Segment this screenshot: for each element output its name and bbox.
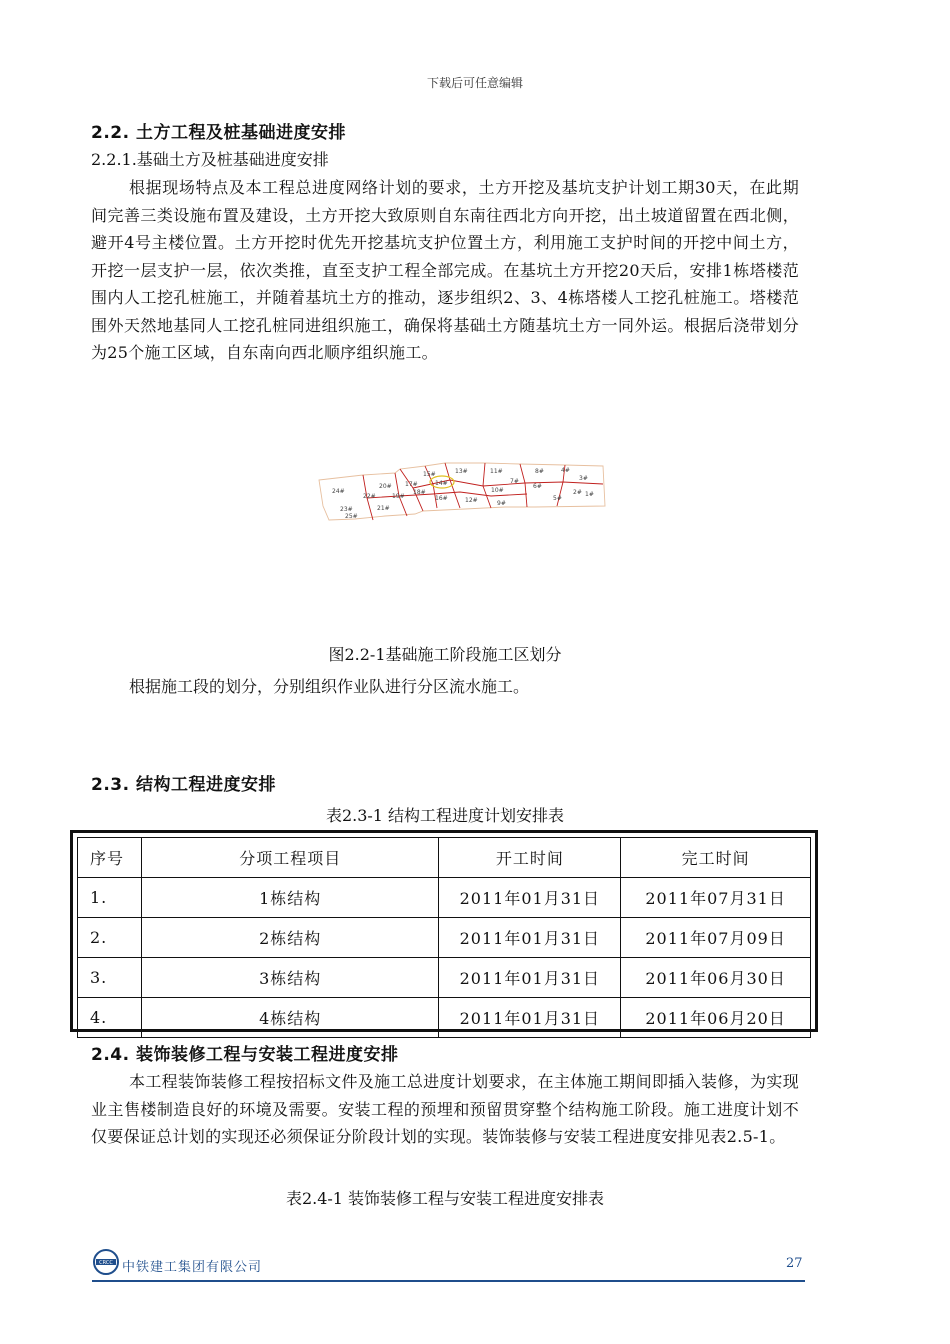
- header-note: 下载后可任意编辑: [426, 76, 523, 90]
- table-cell: 2栋结构: [141, 918, 439, 958]
- table-cell: 2011年01月31日: [439, 958, 621, 998]
- zone-label: 19#: [392, 493, 405, 500]
- zone-line: [520, 464, 527, 507]
- zone-label: 14#: [435, 480, 448, 487]
- table-cell: 2011年01月31日: [439, 998, 621, 1038]
- structure-schedule-table: [70, 830, 818, 1032]
- table-cell: 4栋结构: [141, 998, 439, 1038]
- zone-label: 17#: [405, 481, 418, 488]
- section-heading-2-2: 2.2. 土方工程及桩基础进度安排: [91, 123, 346, 143]
- paragraph-after-figure: 根据施工段的划分，分别组织作业队进行分区流水施工。: [129, 677, 530, 696]
- zone-label: 12#: [465, 497, 478, 504]
- table-header-cell: 分项工程项目: [141, 838, 439, 878]
- table-row: [78, 998, 811, 1038]
- table-header-cell: 序号: [78, 838, 142, 878]
- table-header-cell: 完工时间: [621, 838, 811, 878]
- table-caption-2-3-1: 表2.3-1 结构工程进度计划安排表: [325, 806, 565, 825]
- table-cell: 2.: [78, 918, 142, 958]
- table-caption-2-4-1: 表2.4-1 装饰装修工程与安装工程进度安排表: [285, 1189, 605, 1208]
- zone-label: 11#: [490, 468, 503, 475]
- table-cell: 2011年06月30日: [621, 958, 811, 998]
- figure-caption: 图2.2-1基础施工阶段施工区划分: [328, 645, 562, 664]
- zone-label: 18#: [413, 489, 426, 496]
- zone-label: 3#: [579, 475, 588, 482]
- zone-label: 23#: [340, 506, 353, 513]
- table-cell: 1.: [78, 878, 142, 918]
- zone-label: 2#: [573, 489, 582, 496]
- table-row: [78, 918, 811, 958]
- zone-label: 24#: [332, 488, 345, 495]
- table-cell: 2011年01月31日: [439, 878, 621, 918]
- zone-label: 4#: [561, 467, 570, 474]
- table-cell: 2011年07月31日: [621, 878, 811, 918]
- zone-label: 13#: [455, 468, 468, 475]
- table-row: [78, 958, 811, 998]
- zone-label: 8#: [535, 468, 544, 475]
- zone-label: 6#: [533, 483, 542, 490]
- section-heading-2-4: 2.4. 装饰装修工程与安装工程进度安排: [91, 1045, 399, 1065]
- logo-text: CRCC: [99, 1260, 113, 1266]
- zone-label: 20#: [379, 483, 392, 490]
- paragraph-earthwork: 根据现场特点及本工程总进度网络计划的要求，土方开挖及基坑支护计划工期30天，在此期间完善三类设施布置及建设，土方开挖大致原则自东南往西北方向开挖，出土坡道留置在西北侧，避开4号主楼位置。土方开挖时优先开挖基坑支护位置土方，利用施工支护时间的开挖中间土方，开挖一层支护一层，依次类推，直至支护工程全部完成。在基坑土方开挖20天后，安排1栋塔楼范围内人工挖孔桩施工，并随着基坑土方的推动，逐步组织2、3、4栋塔楼人工挖孔桩施工。塔楼范围外天然地基同人工挖孔桩同进组织施工，确保将基础土方随基坑土方一同外运。根据后浇带划分为25个施工区域，自东南向西北顺序组织施工。: [91, 178, 799, 362]
- company-logo: [92, 1248, 120, 1276]
- zone-label: 25#: [345, 513, 358, 520]
- subsection-heading-2-2-1: 2.2.1.基础土方及桩基础进度安排: [91, 150, 329, 169]
- table-cell: 4.: [78, 998, 142, 1038]
- table-cell: 2011年07月09日: [621, 918, 811, 958]
- table-cell: 3.: [78, 958, 142, 998]
- footer-company: 中铁建工集团有限公司: [122, 1260, 263, 1275]
- table-cell: 2011年06月20日: [621, 998, 811, 1038]
- zone-label: 21#: [377, 505, 390, 512]
- table-cell: 3栋结构: [141, 958, 439, 998]
- zone-label: 10#: [491, 487, 504, 494]
- zone-label: 16#: [435, 495, 448, 502]
- zone-label: 22#: [363, 493, 376, 500]
- paragraph-decoration: 本工程装饰装修工程按招标文件及施工总进度计划要求，在主体施工期间即插入装修，为实现业主售楼制造良好的环境及需要。安装工程的预埋和预留贯穿整个结构施工阶段。施工进度计划不仅要保证总计划的实现还必须保证分阶段计划的实现。装饰装修与安装工程进度安排见表2.5-1。: [91, 1072, 799, 1146]
- table-row: [78, 878, 811, 918]
- table-header-row: [78, 838, 811, 878]
- page-number: 27: [786, 1256, 803, 1271]
- table-cell: 2011年01月31日: [439, 918, 621, 958]
- zone-label: 1#: [585, 491, 594, 498]
- table-header-cell: 开工时间: [439, 838, 621, 878]
- zone-label: 5#: [553, 495, 562, 502]
- zone-division-diagram: [315, 458, 610, 526]
- zone-label: 9#: [497, 500, 506, 507]
- zone-label: 7#: [510, 478, 519, 485]
- zone-label: 15#: [423, 471, 436, 478]
- footer-rule: [92, 1280, 805, 1282]
- section-heading-2-3: 2.3. 结构工程进度安排: [91, 775, 276, 795]
- table-cell: 1栋结构: [141, 878, 439, 918]
